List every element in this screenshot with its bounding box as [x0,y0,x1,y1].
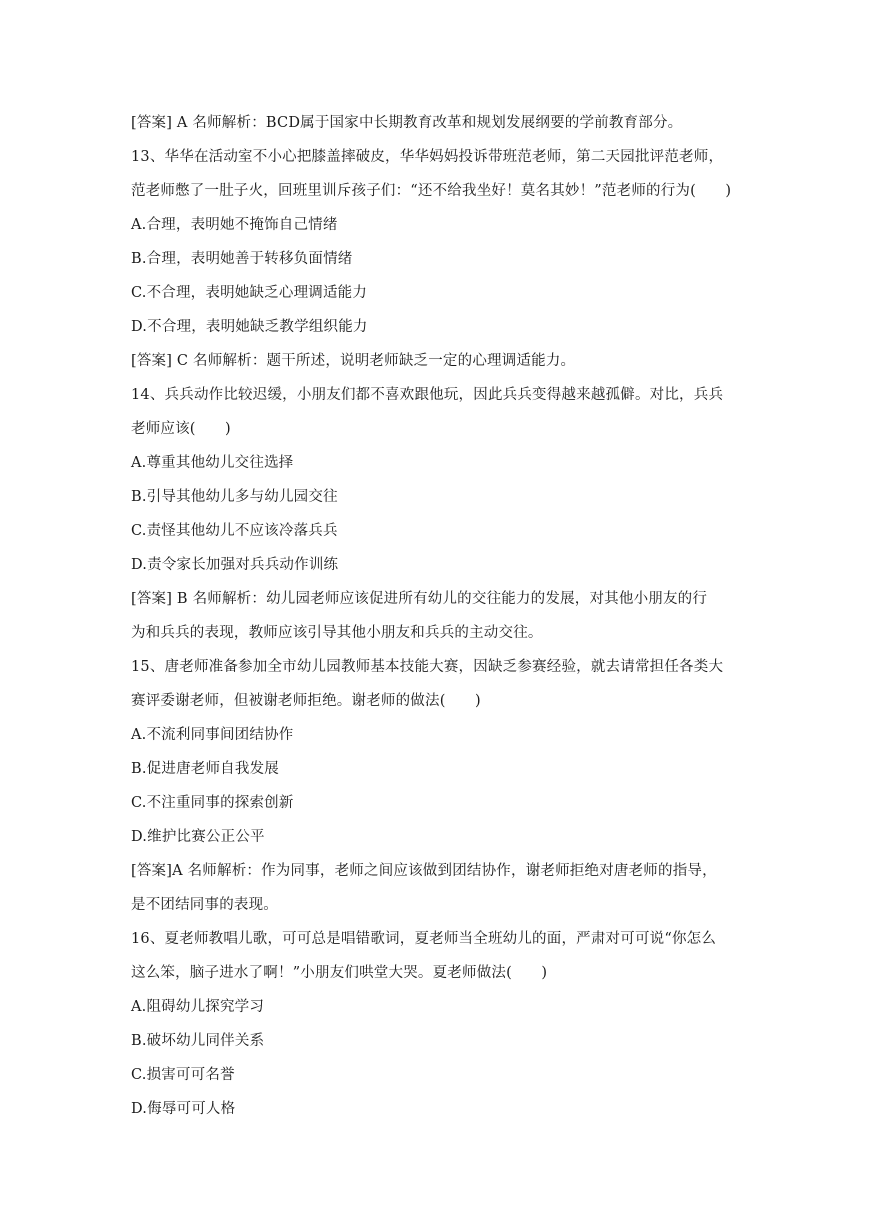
question-14-option-c: C.责怪其他幼儿不应该冷落兵兵 [131,523,338,539]
answer-14-line-2: 为和兵兵的表现，教师应该引导其他小朋友和兵兵的主动交往。 [131,625,543,641]
question-16-line-2: 这么笨，脑子进水了啊！”小朋友们哄堂大哭。夏老师做法( ) [131,965,548,981]
question-13-line-1: 13、华华在活动室不小心把膝盖摔破皮，华华妈妈投诉带班范老师，第二天园批评范老师， [131,149,724,165]
question-14-option-b: B.引导其他幼儿多与幼儿园交往 [131,489,338,505]
question-13-option-b: B.合理，表明她善于转移负面情绪 [131,251,353,267]
question-16-line-1: 16、夏老师教唱儿歌，可可总是唱错歌词，夏老师当全班幼儿的面，严肃对可可说“你怎么 [131,931,717,947]
question-15-option-b: B.促进唐老师自我发展 [131,761,279,777]
answer-14-line-1: [答案] B 名师解析：幼儿园老师应该促进所有幼儿的交往能力的发展，对其他小朋友的行 [131,591,708,607]
question-15-option-d: D.维护比赛公正公平 [131,829,265,845]
question-13-option-a: A.合理，表明她不掩饰自己情绪 [131,217,338,233]
question-14-line-1: 14、兵兵动作比较迟缓，小朋友们都不喜欢跟他玩，因此兵兵变得越来越孤僻。对比，兵兵 [131,387,724,403]
question-16-option-d: D.侮辱可可人格 [131,1101,236,1117]
question-15-option-a: A.不流利同事间团结协作 [131,727,294,743]
question-14-option-a: A.尊重其他幼儿交往选择 [131,455,294,471]
answer-12: [答案] A 名师解析：BCD属于国家中长期教育改革和规划发展纲要的学前教育部分。 [131,115,683,131]
question-13-option-c: C.不合理，表明她缺乏心理调适能力 [131,285,368,301]
question-16-option-a: A.阻碍幼儿探究学习 [131,999,265,1015]
question-13-line-2: 范老师憋了一肚子火，回班里训斥孩子们：“还不给我坐好！莫名其妙！”范老师的行为( ) [131,183,732,199]
question-15-line-2: 赛评委谢老师，但被谢老师拒绝。谢老师的做法( ) [131,693,481,709]
question-14-option-d: D.责令家长加强对兵兵动作训练 [131,557,339,573]
question-15-option-c: C.不注重同事的探索创新 [131,795,294,811]
answer-15-line-1: [答案]A 名师解析：作为同事，老师之间应该做到团结协作，谢老师拒绝对唐老师的指导， [131,863,717,879]
question-15-line-1: 15、唐老师准备参加全市幼儿园教师基本技能大赛，因缺乏参赛经验，就去请常担任各类大 [131,659,724,675]
question-16-option-c: C.损害可可名誉 [131,1067,235,1083]
answer-13: [答案] C 名师解析：题干所述，说明老师缺乏一定的心理调适能力。 [131,353,576,369]
question-16-option-b: B.破坏幼儿同伴关系 [131,1033,265,1049]
question-14-line-2: 老师应该( ) [131,421,231,437]
question-13-option-d: D.不合理，表明她缺乏教学组织能力 [131,319,368,335]
answer-15-line-2: 是不团结同事的表现。 [131,897,278,913]
